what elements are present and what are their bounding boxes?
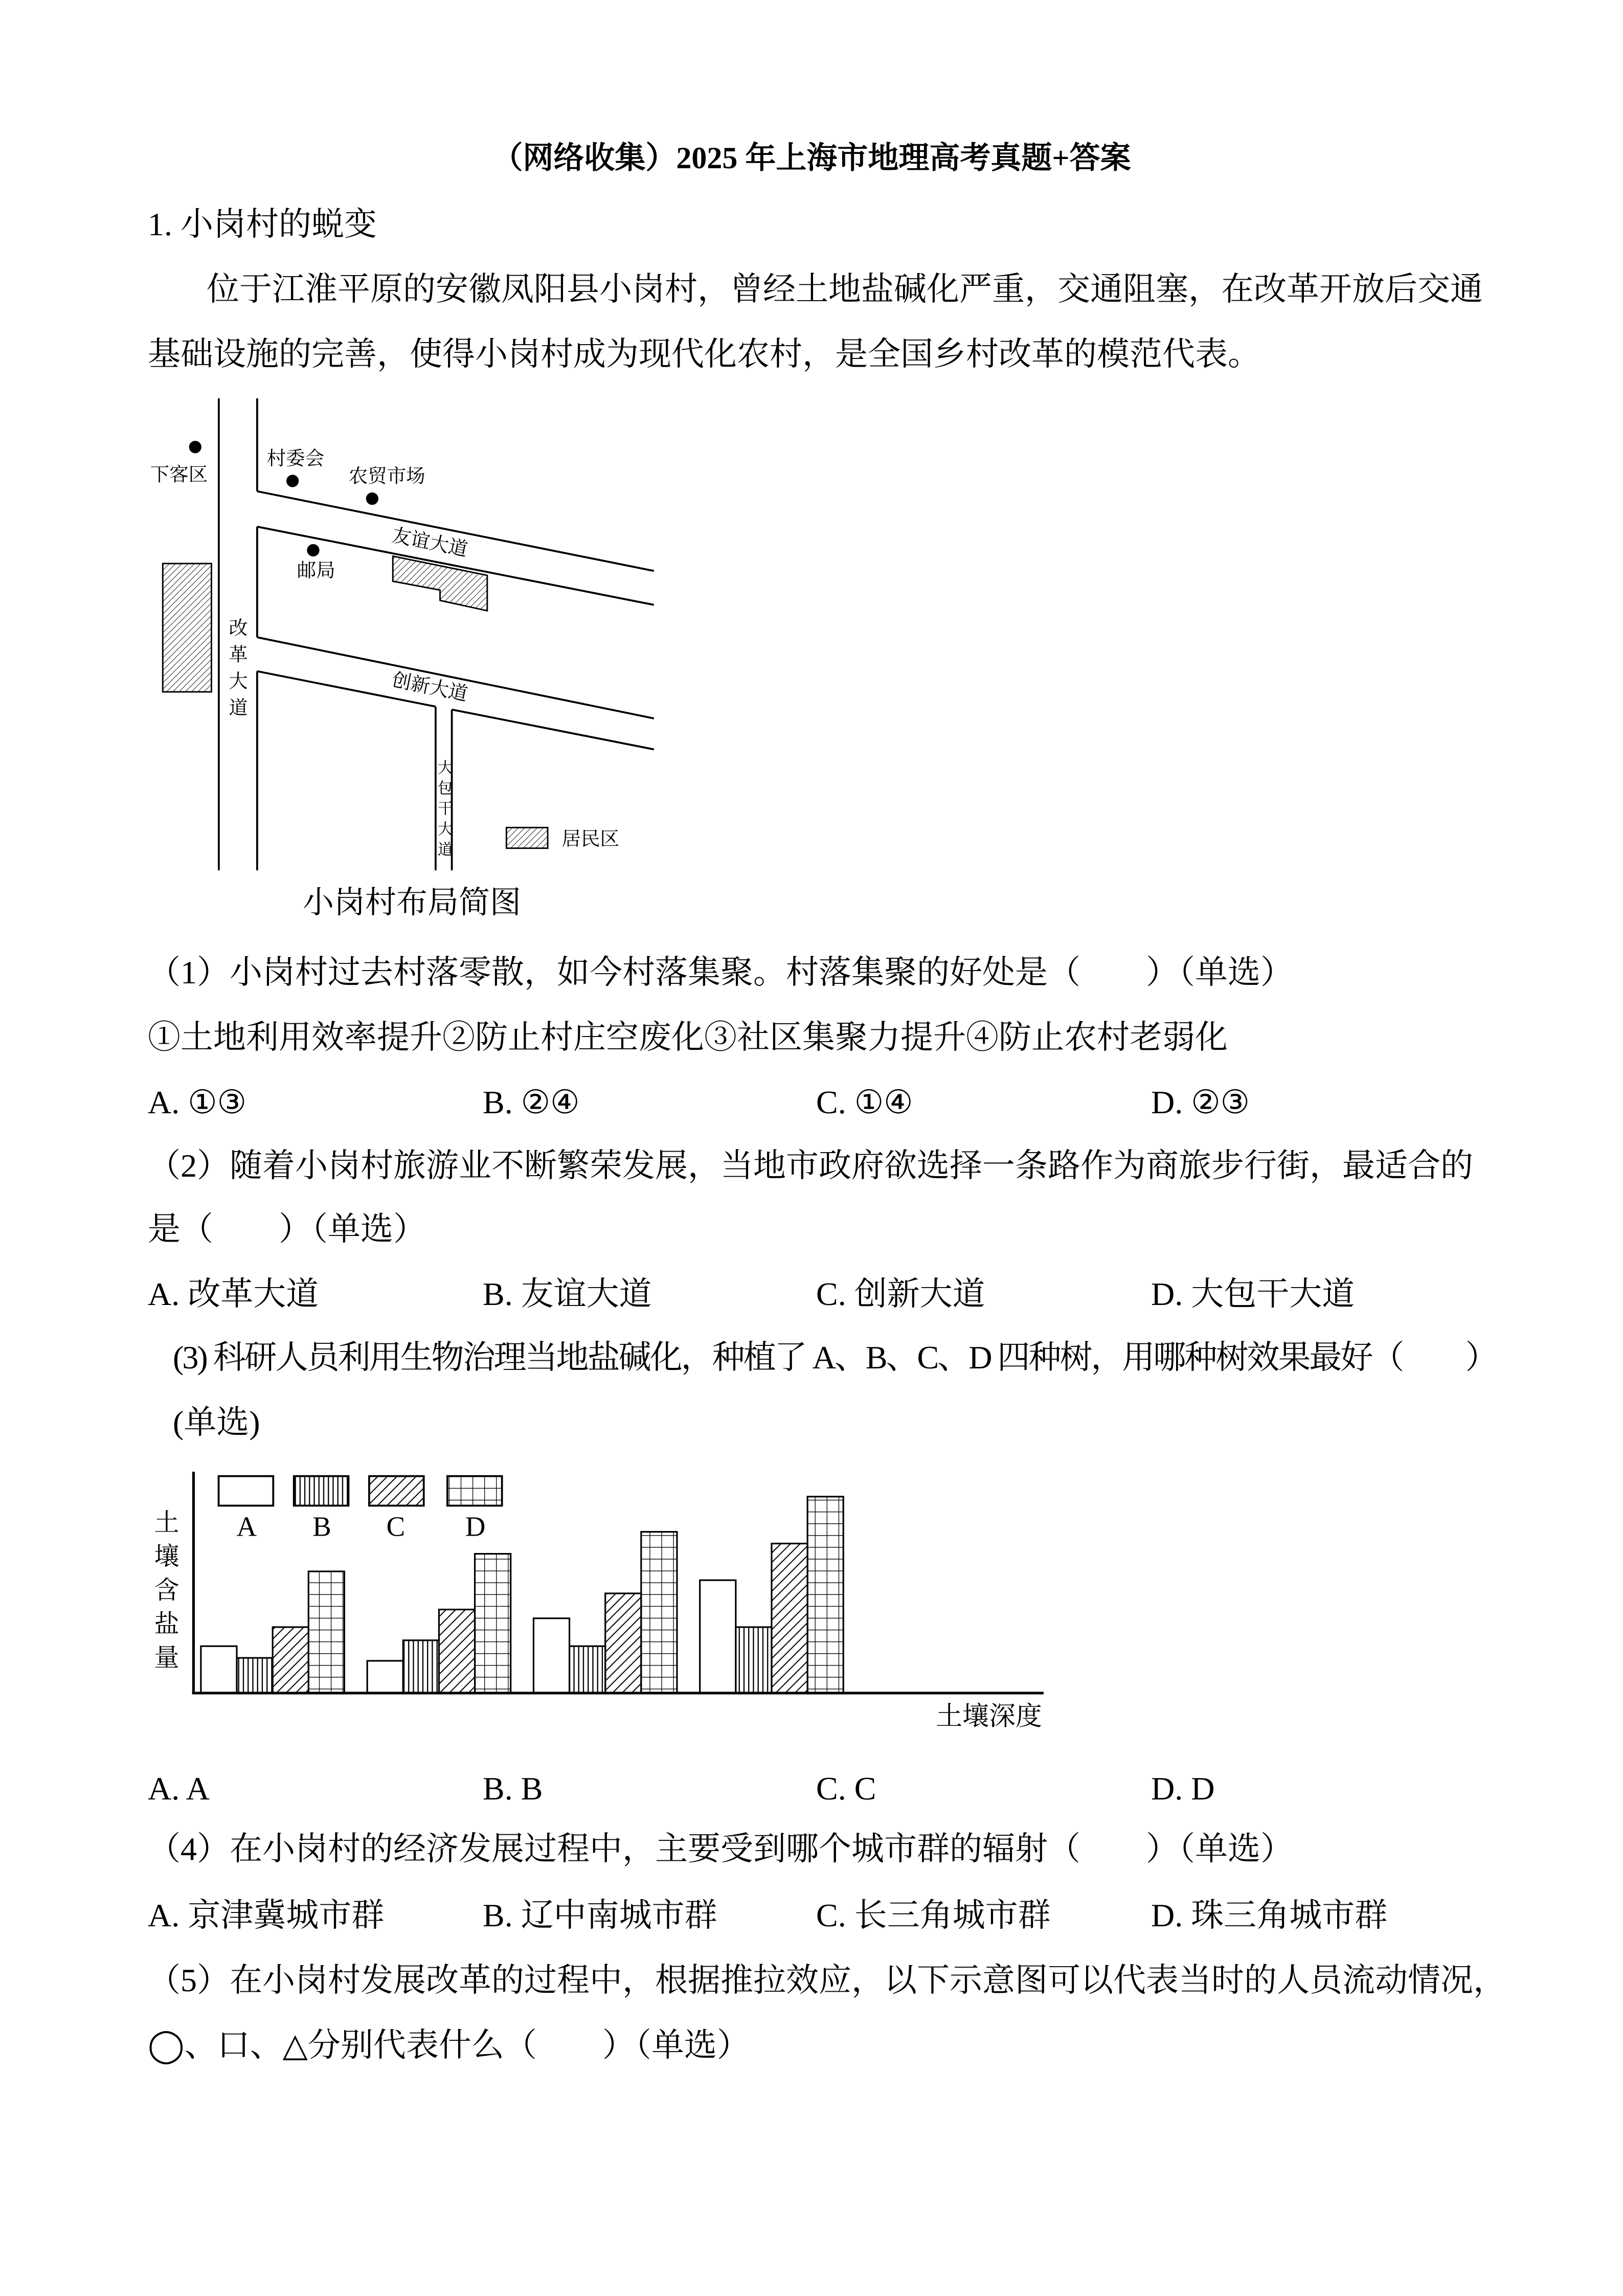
q1-option-c: C. ①④ <box>816 1084 913 1120</box>
q4-stem: （4）在小岗村的经济发展过程中，主要受到哪个城市群的辐射（ ）（单选） <box>148 1831 1293 1867</box>
residential-legend-label: 居民区 <box>561 828 619 850</box>
q4-option-b: B. 辽中南城市群 <box>483 1897 717 1933</box>
bar-a-group-2 <box>367 1661 403 1693</box>
youyi-road-label: 友谊大道 <box>390 525 469 561</box>
bar-c-group-2 <box>439 1610 475 1693</box>
q5-stem-line-2: ◯、口、△分别代表什么（ ）（单选） <box>148 2027 750 2063</box>
q2-option-b: B. 友谊大道 <box>483 1276 652 1312</box>
chuangxin-road-south-edge-east <box>452 710 654 750</box>
q2-option-d: D. 大包干大道 <box>1151 1276 1355 1312</box>
q4-option-a: A. 京津冀城市群 <box>148 1897 385 1933</box>
bar-d-group-3 <box>641 1532 677 1693</box>
legend-label-c: C <box>386 1511 405 1542</box>
village-committee-label: 村委会 <box>266 448 325 469</box>
post-office-label: 邮局 <box>297 560 335 581</box>
q1-statements: ①土地利用效率提升②防止村庄空废化③社区集聚力提升④防止农村老弱化 <box>148 1019 1228 1055</box>
q2-option-c: C. 创新大道 <box>816 1276 985 1312</box>
chart-bars <box>201 1497 843 1693</box>
q5-stem-line-1: （5）在小岗村发展改革的过程中，根据推拉效应，以下示意图可以代表当时的人员流动情况， <box>148 1962 1506 1998</box>
q3-option-c: C. C <box>816 1770 876 1807</box>
bar-a-group-1 <box>201 1646 237 1693</box>
legend-label-d: D <box>465 1511 486 1542</box>
bar-a-group-3 <box>533 1618 569 1693</box>
dabaogan-road-label: 大包干大道 <box>435 759 452 862</box>
q4-option-d: D. 珠三角城市群 <box>1151 1897 1388 1933</box>
q1-option-b: B. ②④ <box>483 1084 580 1120</box>
q3-option-a: A. A <box>148 1770 210 1807</box>
soil-salinity-bar-chart <box>148 1469 1055 1735</box>
youyi-road-north-edge <box>257 491 654 571</box>
q3-stem-line-2: (单选) <box>173 1404 260 1440</box>
section-heading: 1. 小岗村的蜕变 <box>148 206 377 242</box>
bar-d-group-4 <box>807 1497 843 1693</box>
legend-swatch-c <box>369 1476 424 1506</box>
bar-c-group-4 <box>772 1544 807 1693</box>
legend-label-b: B <box>312 1511 331 1542</box>
bar-b-group-3 <box>570 1646 605 1693</box>
q3-stem-line-1: (3) 科研人员利用生物治理当地盐碱化，种植了 A、B、C、D 四种树，用哪种树效果最好（ ） <box>173 1339 1497 1376</box>
residential-block-central <box>393 556 487 611</box>
q1-stem: （1）小岗村过去村落零散，如今村落集聚。村落集聚的好处是（ ）（单选） <box>148 954 1293 991</box>
bar-b-group-1 <box>237 1658 273 1693</box>
q3-option-b: B. B <box>483 1770 543 1807</box>
chart-legend <box>219 1476 502 1542</box>
village-layout-map <box>148 398 657 870</box>
bar-c-group-1 <box>273 1627 308 1693</box>
residential-block-west <box>163 564 211 692</box>
page-title: （网络收集）2025 年上海市地理高考真题+答案 <box>492 141 1131 175</box>
village-committee-marker <box>286 475 299 487</box>
y-axis-label: 土壤含盐量 <box>151 1509 179 1678</box>
bar-b-group-2 <box>403 1640 439 1693</box>
q2-stem-line-1: （2）随着小岗村旅游业不断繁荣发展，当地市政府欲选择一条路作为商旅步行街，最适合的 <box>148 1147 1473 1184</box>
drop-off-area-label: 下客区 <box>150 464 208 486</box>
q1-option-d: D. ②③ <box>1151 1084 1250 1120</box>
chuangxin-road-north-edge <box>257 637 654 718</box>
legend-swatch-a <box>219 1476 274 1506</box>
q4-option-c: C. 长三角城市群 <box>816 1897 1051 1933</box>
intro-line-2: 基础设施的完善，使得小岗村成为现代化农村，是全国乡村改革的模范代表。 <box>148 336 1260 372</box>
farmers-market-marker <box>366 492 378 505</box>
chuangxin-road-label: 创新大道 <box>390 669 469 706</box>
map-caption: 小岗村布局简图 <box>303 886 522 920</box>
intro-line-1: 位于江淮平原的安徽凤阳县小岗村，曾经土地盐碱化严重，交通阻塞，在改革开放后交通 <box>207 271 1483 307</box>
q2-stem-line-2: 是（ ）（单选） <box>148 1211 426 1247</box>
bar-c-group-3 <box>605 1593 641 1693</box>
q2-option-a: A. 改革大道 <box>148 1276 319 1312</box>
bar-d-group-2 <box>475 1554 511 1693</box>
q3-option-d: D. D <box>1151 1770 1215 1807</box>
bar-a-group-4 <box>700 1580 736 1693</box>
x-axis-label: 土壤深度 <box>936 1702 1043 1731</box>
legend-label-a: A <box>236 1511 257 1542</box>
residential-legend-swatch <box>506 827 548 848</box>
legend-swatch-d <box>447 1476 502 1506</box>
gaige-road-label: 改革大道 <box>226 618 246 724</box>
farmers-market-label: 农贸市场 <box>348 466 425 487</box>
bar-b-group-4 <box>736 1627 772 1693</box>
bar-d-group-1 <box>308 1571 344 1693</box>
drop-off-area-marker <box>189 441 201 453</box>
post-office-marker <box>307 544 319 556</box>
q1-option-a: A. ①③ <box>148 1084 246 1120</box>
legend-swatch-b <box>294 1476 349 1506</box>
